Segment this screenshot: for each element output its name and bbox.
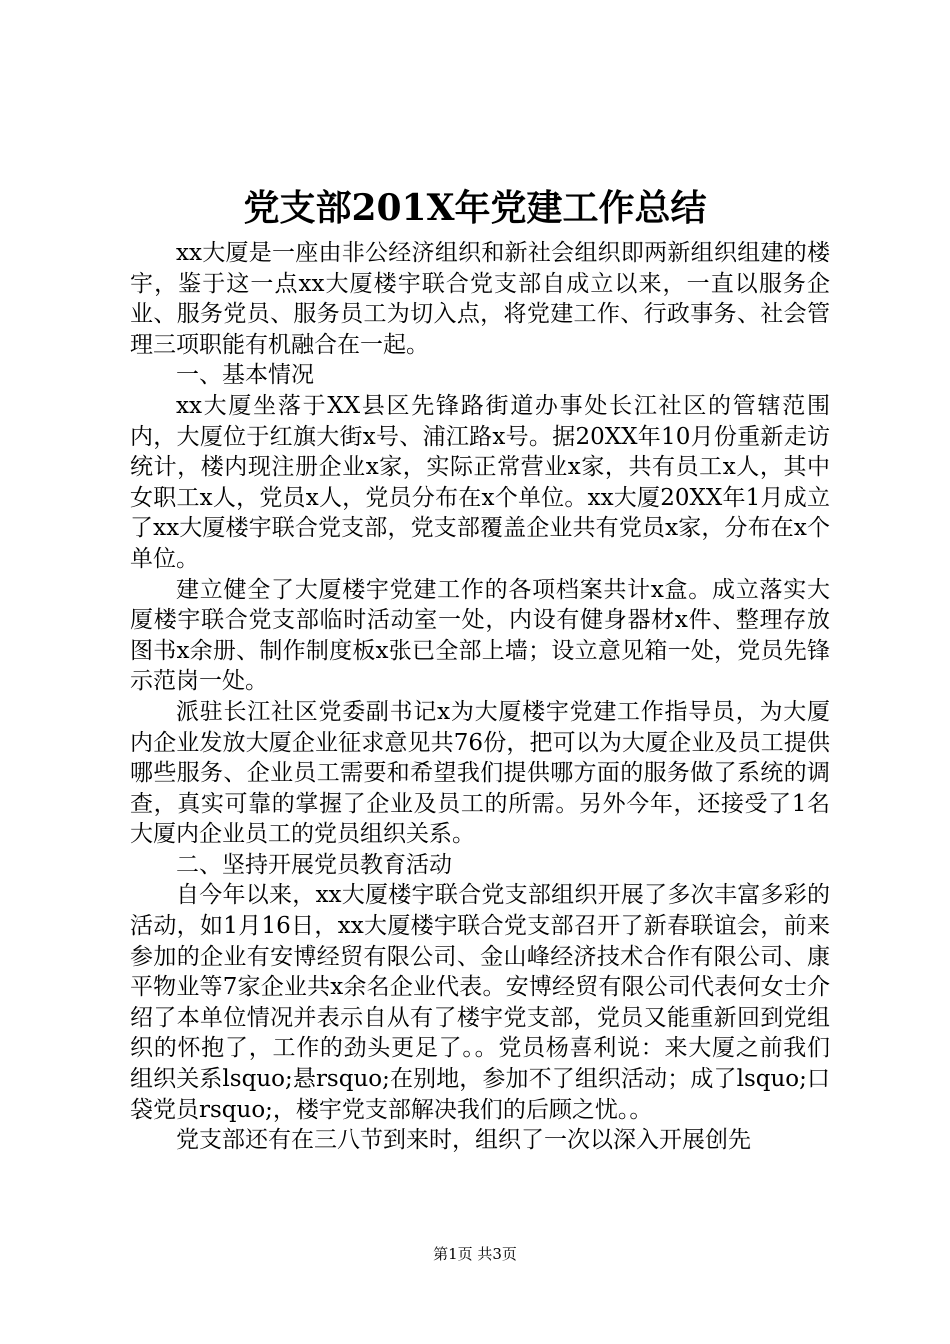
document-body — [130, 238, 830, 1156]
paragraph-womens-day: 党支部还有在三八节到来时，组织了一次以深入开展创先 — [176, 1127, 751, 1154]
paragraph-archives: 建立健全了大厦楼宇党建工作的各项档案共计x盒。成立落实大厦楼宇联合党支部临时活动室一处，内设有健身器材x件、整理存放图书x余册、制作制度板x张已全部上墙；设立意见箱一处，党员先锋示范岗一处。 — [130, 576, 830, 695]
paragraph-instructor: 派驻长江社区党委副书记x为大厦楼宇党建工作指导员，为大厦内企业发放大厦企业征求意见共76份，把可以为大厦企业及员工提供哪些服务、企业员工需要和希望我们提供哪方面的服务做了系统的调查，真实可靠的掌握了企业及员工的所需。另外今年，还接受了1名大厦内企业员工的党员组织关系。 — [130, 698, 830, 848]
paragraph-basic-info: xx大厦坐落于XX县区先锋路街道办事处长江社区的管辖范围内，大厦位于红旗大街x号、浦江路x号。据20XX年10月份重新走访统计，楼内现注册企业x家，实际正常营业x家，共有员工x人，其中女职工x人，党员x人，党员分布在x个单位。xx大厦20XX年1月成立了xx大厦楼宇联合党支部，党支部覆盖企业共有党员x家，分布在x个单位。 — [130, 392, 830, 572]
document-title: 党支部201X年党建工作总结 — [243, 187, 707, 229]
paragraph-activities: 自今年以来，xx大厦楼宇联合党支部组织开展了多次丰富多彩的活动，如1月16日，xx大厦楼宇联合党支部召开了新春联谊会，前来参加的企业有安博经贸有限公司、金山峰经济技术合作有限公司、康平物业等7家企业共x余名企业代表。安博经贸有限公司代表何女士介绍了本单位情况并表示自从有了楼宇党支部，党员又能重新回到党组织的怀抱了，工作的劲头更足了。。党员杨喜利说：来大厦之前我们组织关系lsquo;悬rsquo;在别地，参加不了组织活动；成了lsquo;口袋党员rsquo;，楼宇党支部解决我们的后顾之忧。。 — [130, 882, 830, 1123]
section-heading-basic-info: 一、基本情况 — [176, 362, 314, 389]
page-number: 第1页 共3页 — [433, 1245, 517, 1263]
section-heading-education: 二、坚持开展党员教育活动 — [176, 851, 452, 878]
paragraph-intro: xx大厦是一座由非公经济组织和新社会组织即两新组织组建的楼宇，鉴于这一点xx大厦楼宇联合党支部自成立以来，一直以服务企业、服务党员、服务员工为切入点，将党建工作、行政事务、社会管理三项职能有机融合在一起。 — [130, 240, 830, 358]
